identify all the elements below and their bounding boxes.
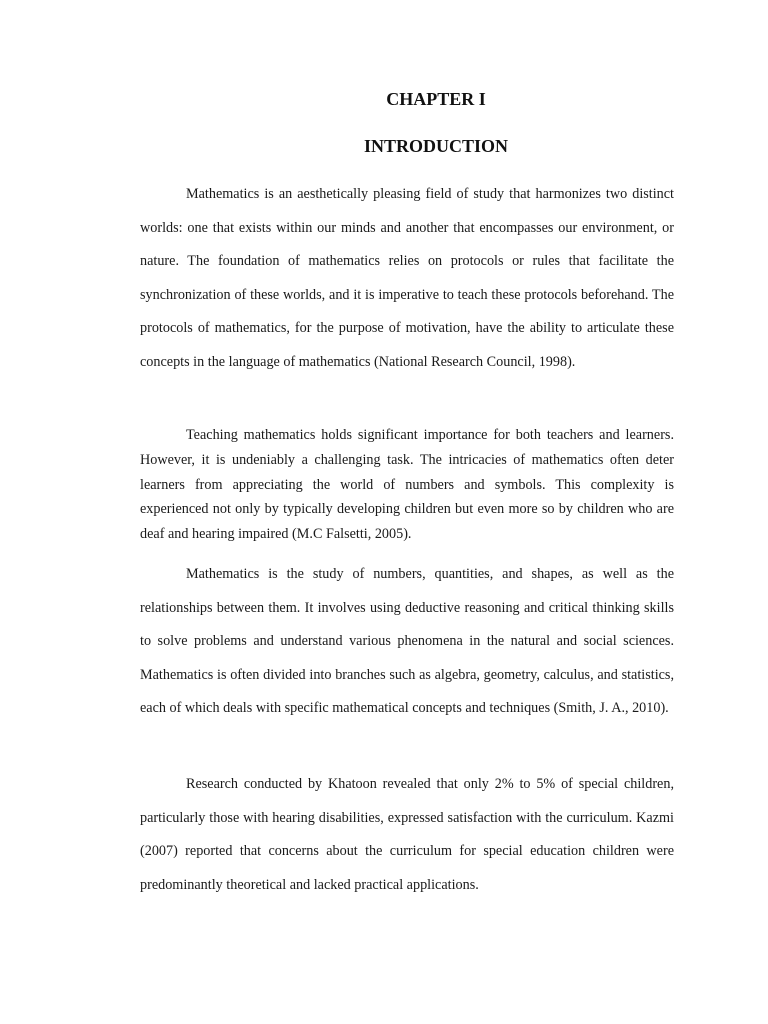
paragraph-1: Mathematics is an aesthetically pleasing field of study that harmonizes two distinct worlds: one that exists within our minds and another that encompasses our environment, or nature. The foundation of mathematics relies on protocols or rules that facilitate the synchronization of these worlds, and it is imperative to teach these protocols beforehand. The protocols of mathematics, for the purpose of motivation, have the ability to articulate these concepts in the language of mathematics (National Research Council, 1998). xyxy=(140,186,674,370)
paragraph-4: Research conducted by Khatoon revealed that only 2% to 5% of special children, particularly those with hearing disabilities, expressed satisfaction with the curriculum. Kazmi (2007) reported that concerns about the curriculum for special education children were predominantly theoretical and lacked practical applications. xyxy=(140,776,674,893)
paragraph-3: Mathematics is the study of numbers, quantities, and shapes, as well as the relationships between them. It involves using deductive reasoning and critical thinking skills to solve problems and understand various phenomena in the natural and social sciences. Mathematics is often divided into branches such as algebra, geometry, calculus, and statistics, each of which deals with specific mathematical concepts and techniques (Smith, J. A., 2010). xyxy=(140,566,674,717)
paragraph-2: Teaching mathematics holds significant importance for both teachers and learners. However, it is undeniably a challenging task. The intricacies of mathematics often deter learners from appreciating the world of numbers and symbols. This complexity is experienced not only by typically developing children but even more so by children who are deaf and hearing impaired (M.C Falsetti, 2005). xyxy=(140,427,674,543)
section-heading: INTRODUCTION xyxy=(363,136,509,156)
chapter-heading: CHAPTER I xyxy=(386,89,486,109)
